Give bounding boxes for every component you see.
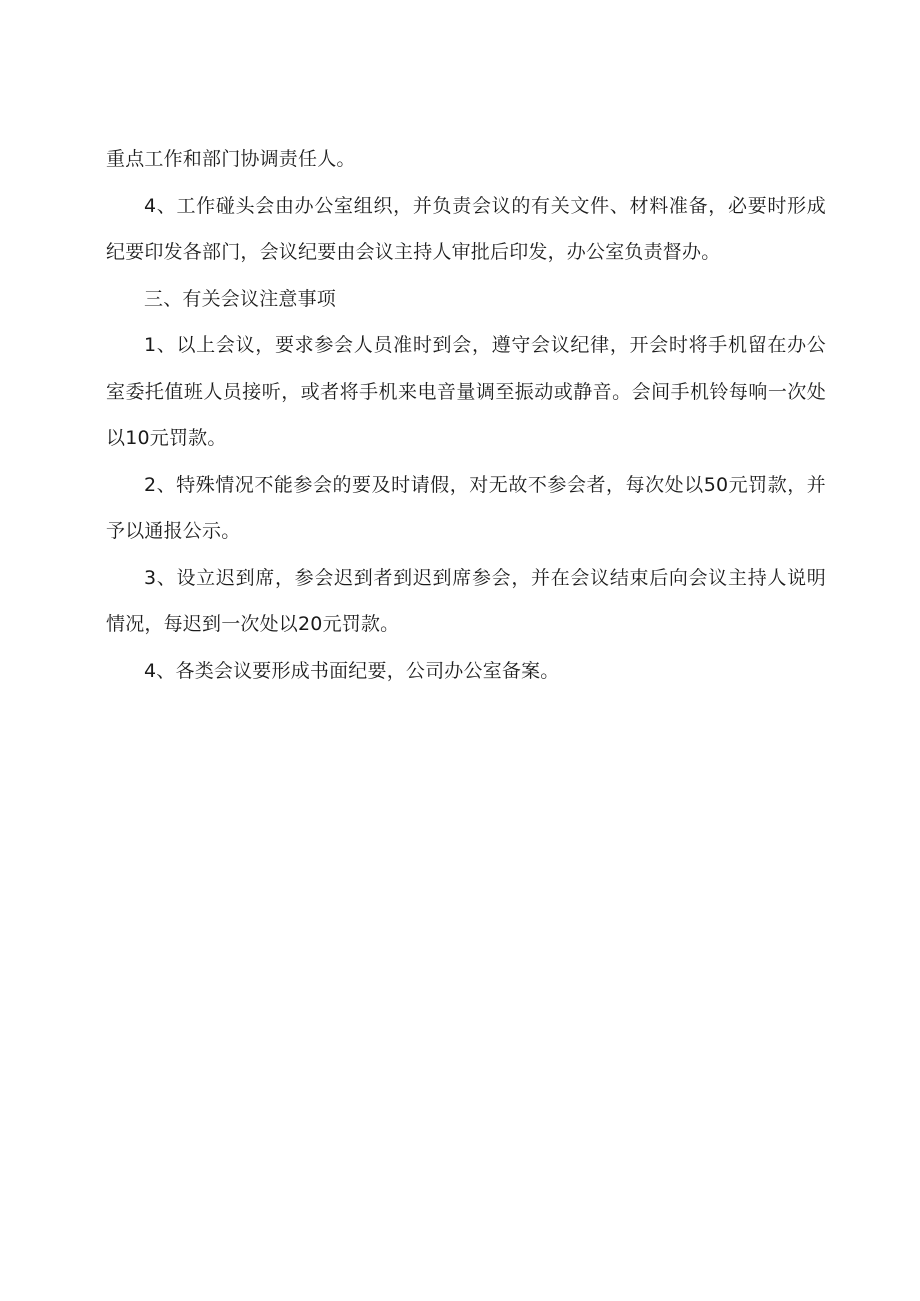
paragraph-continuation: 重点工作和部门协调责任人。 <box>106 148 356 170</box>
paragraph-item-3-late-seat: 3、设立迟到席，参会迟到者到迟到席参会，并在会议结束后向会议主持人说明情况，每迟到一次处以20元罚款。 <box>106 566 826 635</box>
paragraph-item-4-minutes: 4、各类会议要形成书面纪要，公司办公室备案。 <box>144 659 560 682</box>
paragraph-item-2-leave: 2、特殊情况不能参会的要及时请假，对无故不参会者，每次处以50元罚款，并予以通报公示。 <box>106 473 826 542</box>
paragraph-item-4-meeting-organization: 4、工作碰头会由办公室组织，并负责会议的有关文件、材料准备，必要时形成纪要印发各部门，会议纪要由会议主持人审批后印发，办公室负责督办。 <box>106 194 826 263</box>
document-body <box>106 136 826 694</box>
paragraph-item-1-attendance: 1、以上会议，要求参会人员准时到会，遵守会议纪律，开会时将手机留在办公室委托值班人员接听，或者将手机来电音量调至振动或静音。会间手机铃每响一次处以10元罚款。 <box>106 334 826 449</box>
section-heading-meeting-notes: 三、有关会议注意事项 <box>144 287 337 310</box>
